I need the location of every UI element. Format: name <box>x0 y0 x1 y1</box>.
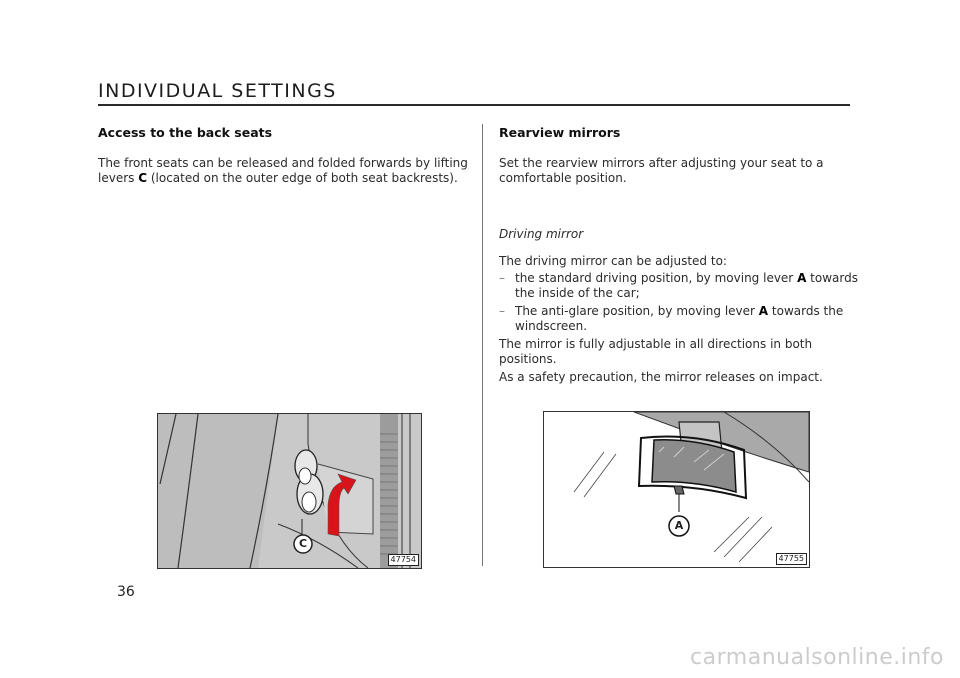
list-item <box>499 304 859 334</box>
list-item <box>499 271 859 301</box>
driving-mirror-subheading: Driving mirror <box>499 227 584 241</box>
back-seats-text-pre: The front seats can be released and folded forwards by lifting levers <box>98 156 468 185</box>
list-item-text: towards the windscreen. <box>515 304 844 333</box>
column-divider <box>482 124 483 566</box>
mirror-illustration <box>544 412 809 567</box>
lever-c-ref: C <box>138 171 148 185</box>
lever-a-ref: A <box>797 271 807 285</box>
driving-mirror-figure <box>543 411 810 568</box>
watermark: carmanualsonline.info <box>690 645 944 670</box>
title-rule <box>98 104 850 106</box>
back-seats-heading: Access to the back seats <box>98 125 273 140</box>
back-seats-text <box>98 156 470 186</box>
seat-lever-figure <box>157 413 422 569</box>
section-title: INDIVIDUAL SETTINGS <box>98 80 337 102</box>
driving-mirror-text <box>499 254 859 385</box>
mirror-position-list <box>499 271 859 334</box>
mirror-adjust-text: The mirror is fully adjustable in all directions in both positions. <box>499 337 813 366</box>
list-item-text: the standard driving position, by moving lever <box>515 271 798 285</box>
list-item-text: towards the inside of the car; <box>515 271 858 300</box>
list-item-text: The anti-glare position, by moving lever <box>515 304 759 318</box>
mirror-safety-text: As a safety precaution, the mirror releases on impact. <box>499 370 823 384</box>
figure-code-left: 47754 <box>388 554 419 566</box>
lever-a-ref: A <box>758 304 769 318</box>
callout-c: C <box>298 537 308 550</box>
driving-mirror-lead: The driving mirror can be adjusted to: <box>499 254 727 268</box>
callout-a: A <box>674 519 684 532</box>
back-seats-text-post: (located on the outer edge of both seat backrests). <box>147 171 458 185</box>
page-number: 36 <box>117 584 135 600</box>
mirrors-intro: Set the rearview mirrors after adjusting your seat to a comfortable position. <box>499 156 824 185</box>
rearview-mirrors-heading: Rearview mirrors <box>499 125 621 140</box>
seat-lever-illustration <box>158 414 421 568</box>
figure-code-right: 47755 <box>776 553 807 565</box>
